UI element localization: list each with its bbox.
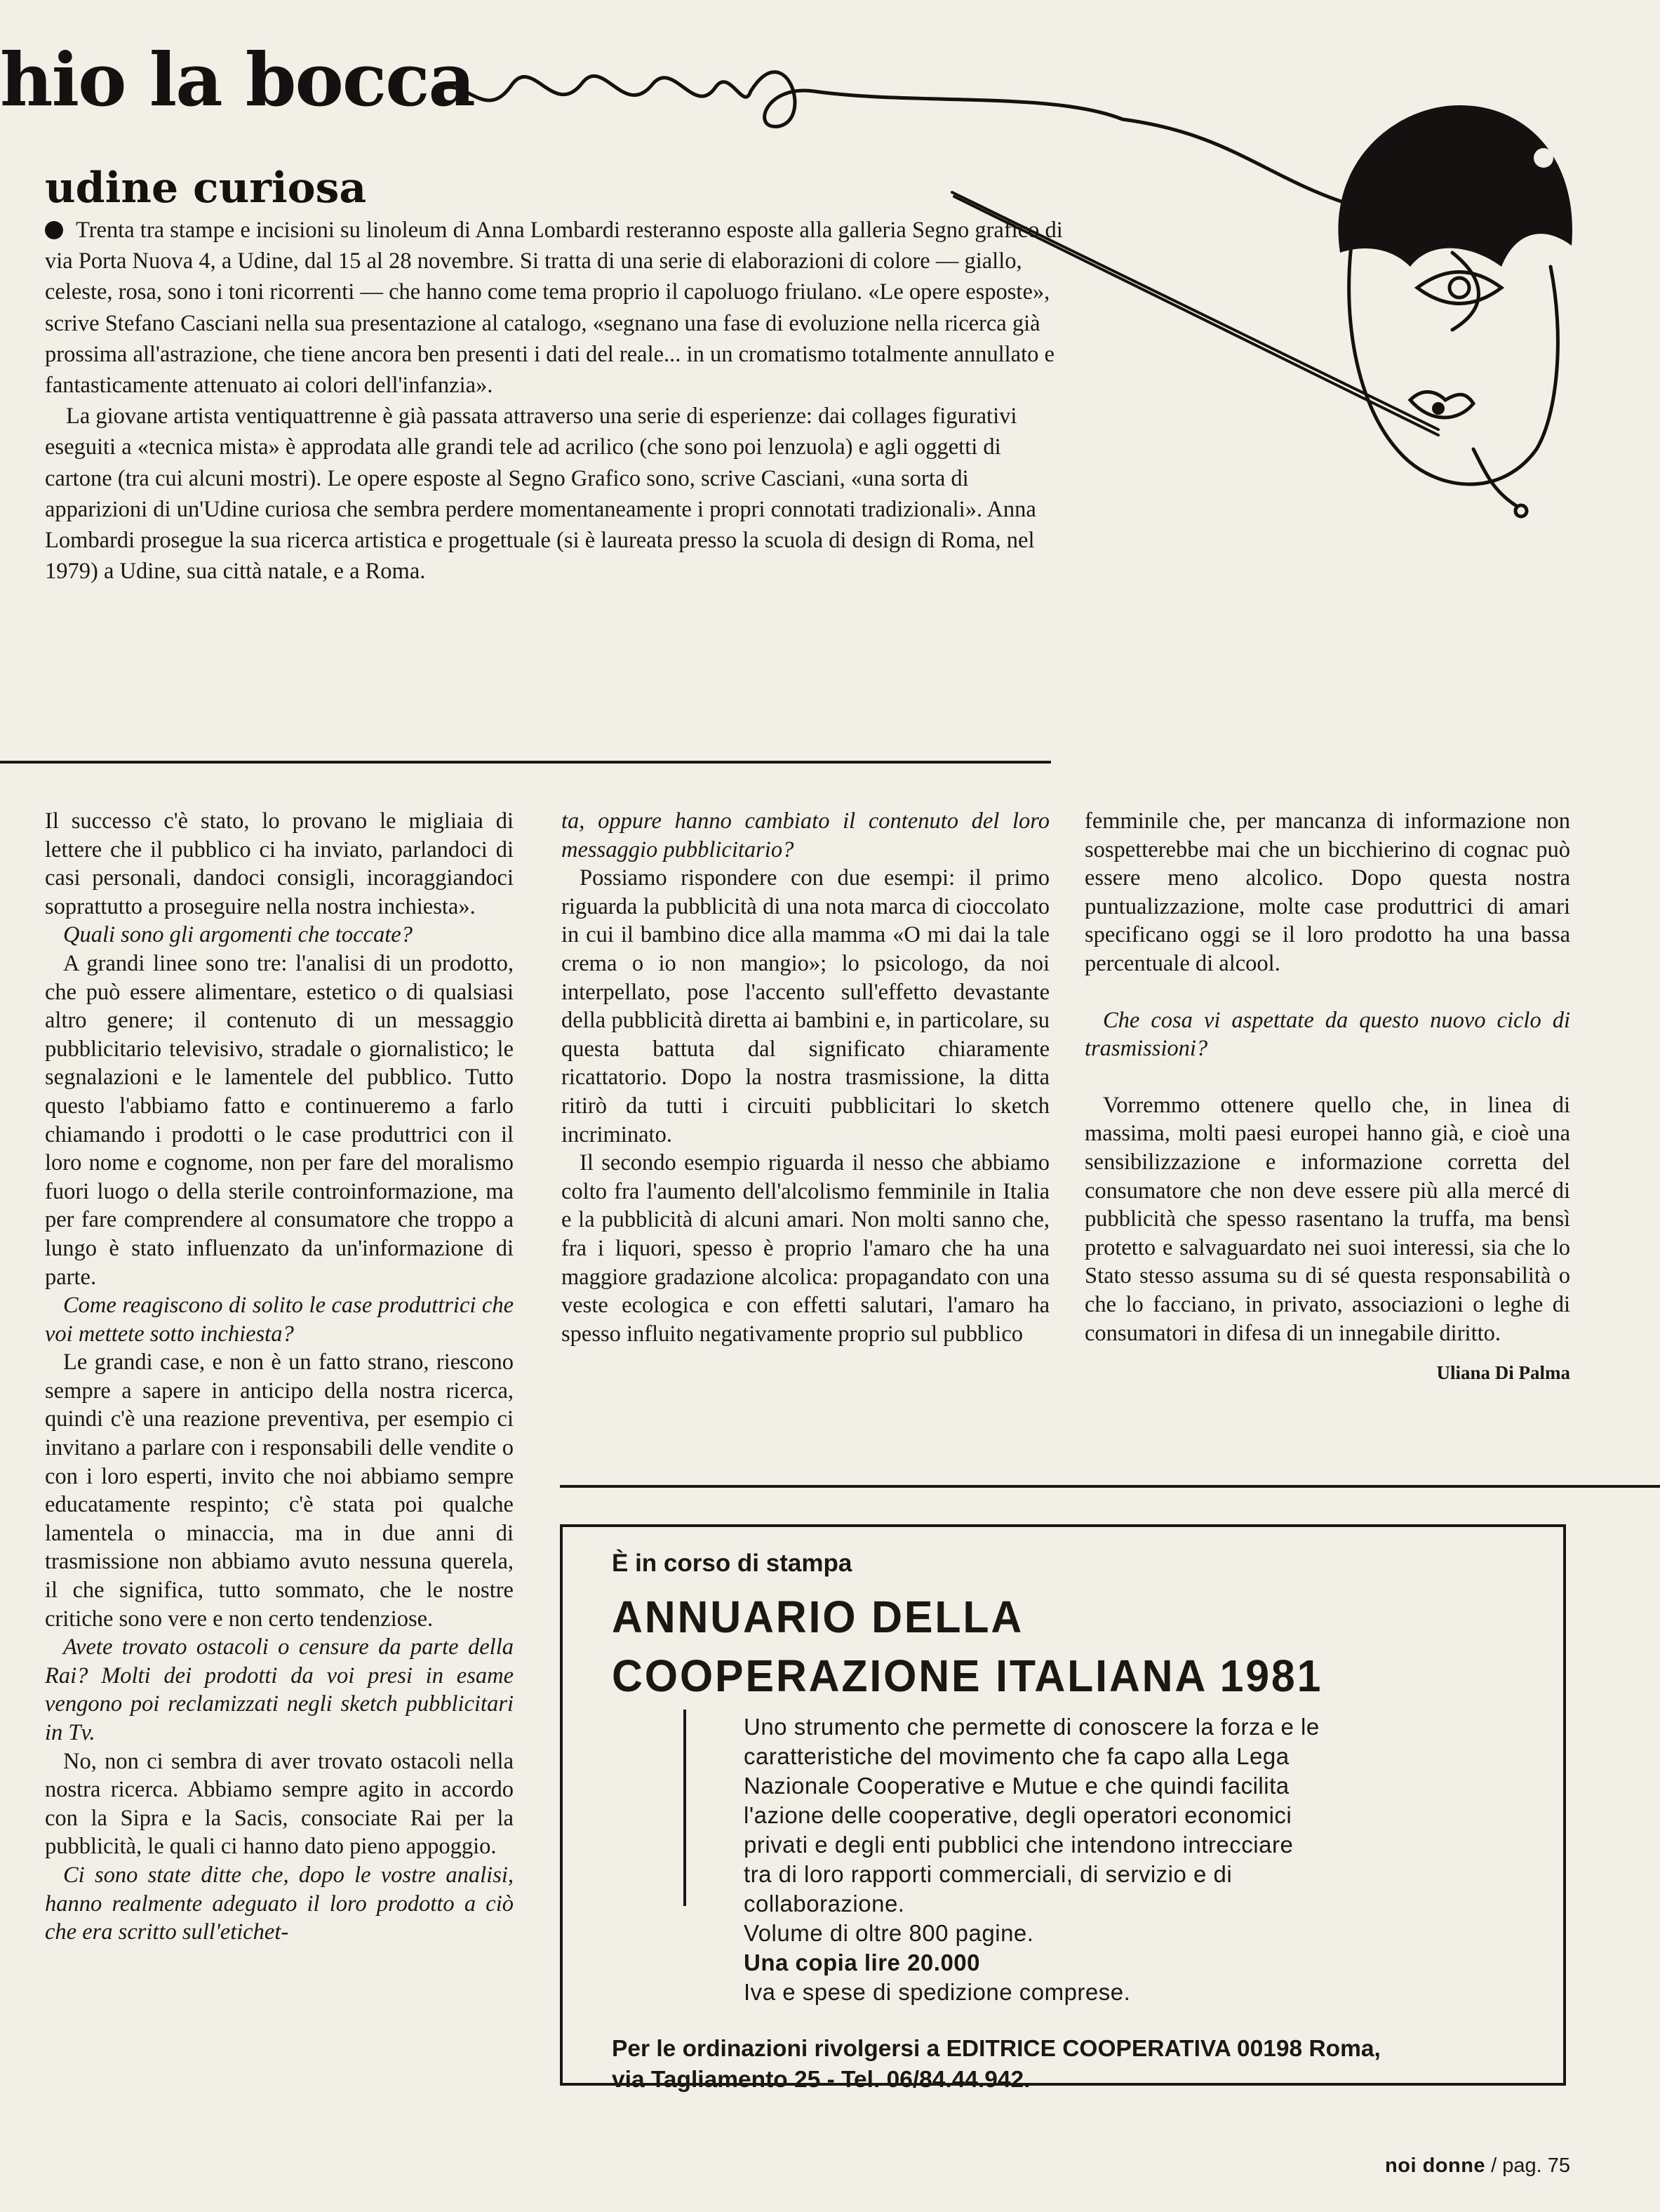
ad-shipping: Iva e spese di spedizione comprese.	[744, 1979, 1131, 2005]
page-number: / pag. 75	[1491, 2154, 1570, 2177]
article-column-3	[1085, 807, 1570, 1387]
intro-paragraph-2: La giovane artista ventiquattrenne è già passata attraverso una serie di esperienze: dai collages figurativi eseguiti a «tecnica mista» è approdata alle grandi tele ad acrilico (che sono poi lenzuola) e agli oggetti di cartone (tra cui alcuni mostri). Le opere esposte al Segno Grafico sono, scrive Casciani, «una sorta di apparizioni di un'Udine curiosa che sembra perdere momentaneamente i propri connotati tradizionali». Anna Lombardi prosegue la sua ricerca artistica e progettuale (si è laureata presso la scuola di design di Roma, nel 1979) a Udine, sua città natale, e a Roma.	[45, 404, 1036, 585]
interview-question: Avete trovato ostacoli o censure da parte della Rai? Molti dei prodotti da voi presi in esame vengono poi reclamizzati negli sketch pubblicitari in Tv.	[45, 1634, 514, 1745]
interview-question: Quali sono gli argomenti che toccate?	[63, 922, 413, 948]
bullet-icon	[45, 221, 63, 239]
intro-paragraph-1: Trenta tra stampe e incisioni su linoleum di Anna Lombardi resteranno esposte alla galleria Segno grafico di via Porta Nuova 4, a Udine, dal 15 al 28 novembre. Si tratta di una serie di elaborazioni di colore — giallo, celeste, rosa, sono i toni ricorrenti — che hanno come tema proprio il capoluogo friulano. «Le opere esposte», scrive Stefano Casciani nella sua presentazione al catalogo, «segnano una fase di evoluzione nella ricerca già prossima all'astrazione, che tiene ancora ben presenti i dati del reale... in un cromatismo totalmente annullato e fantasticamente attenuato ai colori dell'infanzia».	[45, 218, 1063, 399]
paragraph: Le grandi case, e non è un fatto strano, riescono sempre a sapere in anticipo della nostra ricerca, quindi c'è una reazione preventiva, per esempio ci invitano a parlare con i responsabili delle vendite o con i loro esperti, invito che noi abbiamo sempre educatamente respinto; c'è stata poi qualche lamentela o minaccia, ma in due anni di trasmissione non abbiamo avuto nessuna querela, il che significa, tutto sommato, che le nostre critiche sono vere e non certo tendenziose.	[45, 1350, 514, 1632]
ad-volume: Volume di oltre 800 pagine.	[744, 1920, 1034, 1946]
paragraph: Il secondo esempio riguarda il nesso che abbiamo colto fra l'aumento dell'alcolismo femminile in Italia e la pubblicità di alcuni amari. Non molti sanno che, fra i liquori, spesso è proprio l'amaro che ha una maggiore gradazione alcolica: propagandato con una veste ecologica e con effetti salutari, l'amaro ha spesso influito negativamente proprio sul pubblico	[561, 1150, 1050, 1347]
ad-title: ANNUARIO DELLA COOPERAZIONE ITALIANA 1981	[612, 1592, 1323, 1701]
interview-question: Ci sono state ditte che, dopo le vostre analisi, hanno realmente adeguato il loro prodotto a ciò che era scritto sull'etichet-	[45, 1862, 514, 1945]
paragraph: A grandi linee sono tre: l'analisi di un prodotto, che può essere alimentare, estetico o di qualsiasi altro genere; il contenuto di un messaggio pubblicitario televisivo, stradale o giornalistico; le segnalazioni e le lamentele del pubblico. Tutto questo l'abbiamo fatto e continueremo a farlo chiamando i prodotti o le case produttrici con il loro nome e cognome, non per fare del moralismo fuori luogo o della sterile controinformazione, ma per fare comprendere al consumatore che troppo a lungo è stato influenzato da un'informazione di parte.	[45, 950, 514, 1290]
ad-price: Una copia lire 20.000	[744, 1950, 981, 1976]
section-divider-top	[0, 761, 1051, 764]
section-title: udine curiosa	[45, 164, 367, 213]
ad-order-info: Per le ordinazioni rivolgersi a EDITRICE COOPERATIVA 00198 Roma, via Tagliamento 25 - Tel. 06/84.44.942.	[612, 2036, 1381, 2093]
interview-question: ta, oppure hanno cambiato il contenuto del loro messaggio pubblicitario?	[561, 808, 1050, 862]
article-column-2	[561, 807, 1050, 1348]
page-footer	[1385, 2154, 1570, 2178]
paragraph: Possiamo rispondere con due esempi: il primo riguarda la pubblicità di una nota marca di cioccolato in cui il bambino dice alla mamma «O mi dai la tale crema o io non mangio»; lo psicologo, da noi interpellato, pose l'accento sull'effetto devastante della pubblicità diretta ai bambini e, in particolare, su questa battuta dal significato chiaramente ricattatorio. Dopo la nostra trasmissione, la ditta ritirò da tutti i circuiti pubblicitari lo sketch incriminato.	[561, 865, 1050, 1147]
paragraph: No, non ci sembra di aver trovato ostacoli nella nostra ricerca. Abbiamo sempre agito in accordo con la Sipra e la Sacis, consociate Rai per la pubblicità, le quali ci hanno dato pieno appoggio.	[45, 1748, 514, 1860]
annuario-advertisement	[560, 1524, 1566, 2093]
magazine-name: noi donne	[1385, 2154, 1486, 2177]
paragraph: Il successo c'è stato, lo provano le migliaia di lettere che il pubblico ci ha inviato, parlandoci di casi personali, dandoci consigli, incoraggiandoci soprattutto a proseguire nella nostra inchiesta».	[45, 808, 514, 919]
ad-kicker: È in corso di stampa	[612, 1550, 852, 1577]
section-divider-ad	[560, 1485, 1660, 1488]
article-column-1	[45, 807, 514, 1947]
paragraph: Vorremmo ottenere quello che, in linea di massima, molti paesi europei hanno già, e cioè una sensibilizzazione e informazione corretta del consumatore che non deve essere più alla mercé di pubblicità che spesso rasentano la truffa, ma bensì protetto e salvaguardato nei suoi interessi, sia che lo Stato stesso assuma su di sé questa responsabilità o che lo facciano, in privato, associazioni o leghe di consumatori in difesa di un innegabile diritto.	[1085, 1092, 1570, 1346]
ad-vertical-bar	[683, 1710, 686, 1906]
paragraph: femminile che, per mancanza di informazione non sospetterebbe mai che un bicchierino di cognac può essere meno alcolico. Dopo questa nostra puntualizzazione, molte case produttrici di amari specificano oggi se il loro prodotto ha una bassa percentuale di alcool.	[1085, 808, 1570, 976]
ad-description: Uno strumento che permette di conoscere la forza e le caratteristiche del movimento che fa capo alla Lega Nazionale Cooperative e Mutue e che quindi facilita l'azione delle cooperative, degli operatori economici privati e degli enti pubblici che intendono intrecciare tra di loro rapporti commerciali, di servizio e di collaborazione. Volume di oltre 800 pagine. Una copia lire 20.000 Iva e spese di spedizione comprese.	[744, 1712, 1515, 2007]
interview-question: Come reagiscono di solito le case produttrici che voi mettete sotto inchiesta?	[45, 1293, 514, 1347]
interview-question: Che cosa vi aspettate da questo nuovo ciclo di trasmissioni?	[1085, 1007, 1570, 1062]
author-signature: Uliana Di Palma	[1436, 1362, 1570, 1384]
intro-text	[45, 215, 1071, 587]
page-headline: hio la bocca	[0, 36, 474, 123]
